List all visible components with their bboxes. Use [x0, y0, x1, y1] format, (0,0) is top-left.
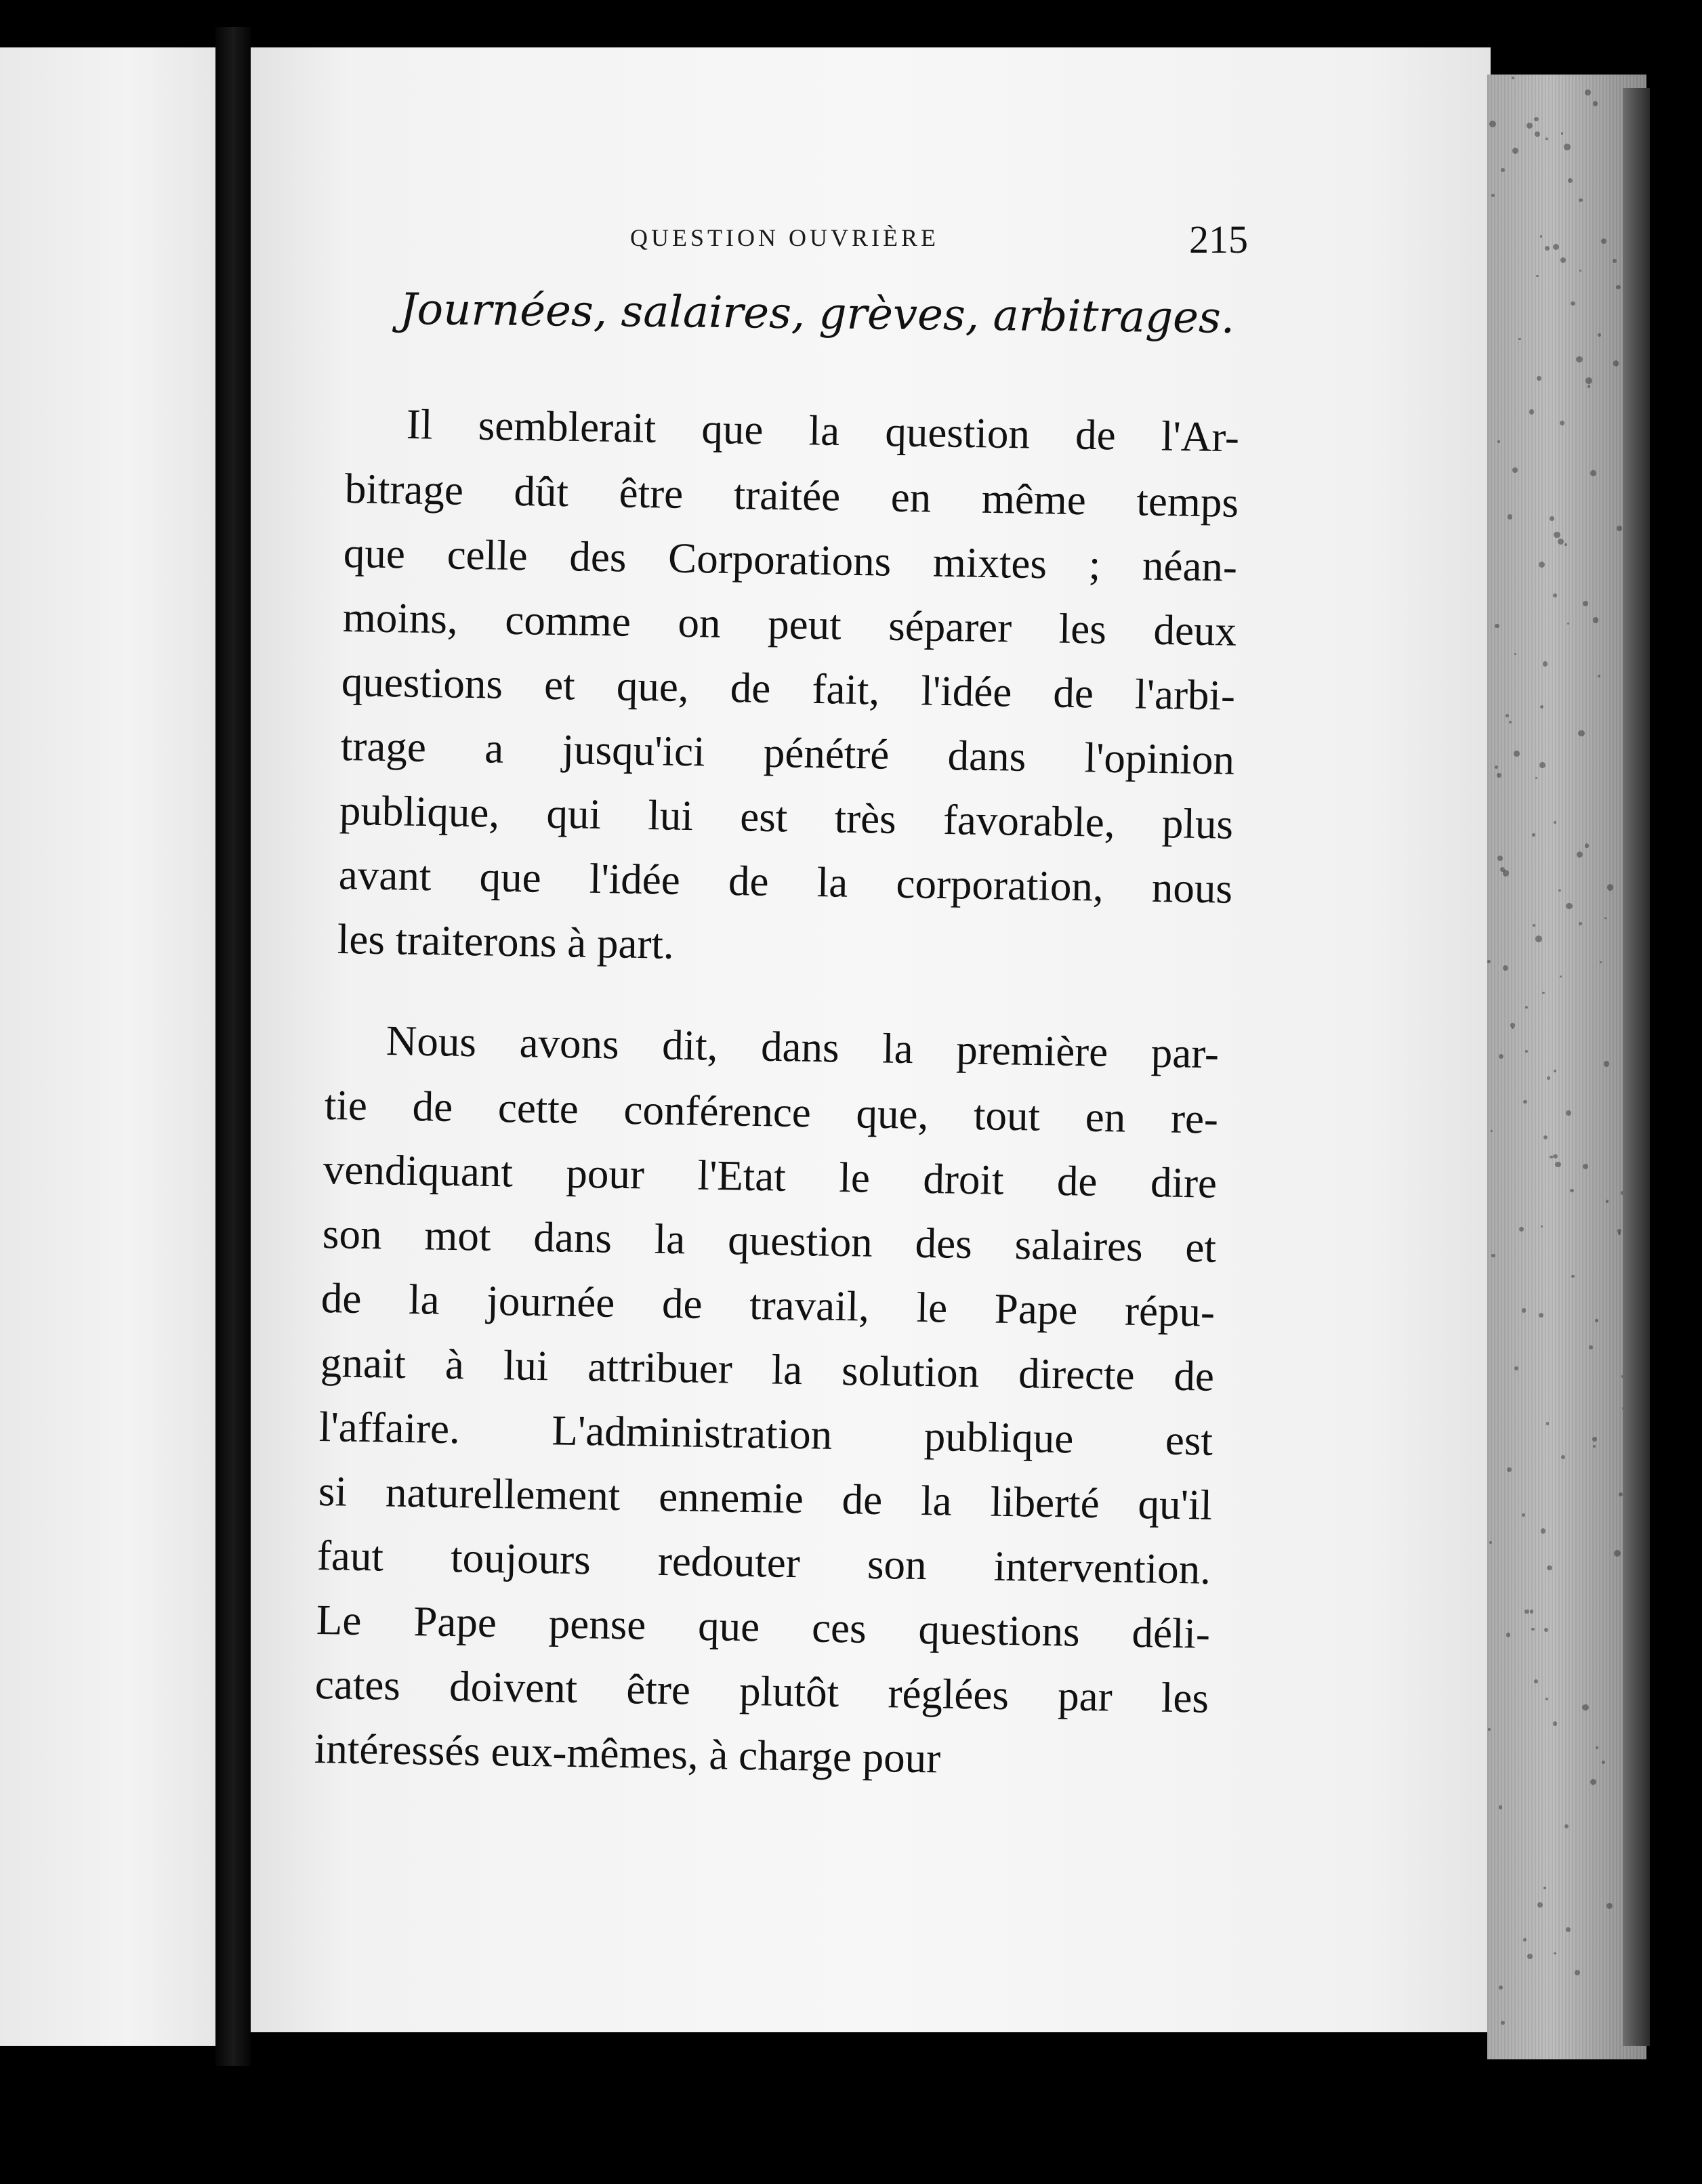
- paper-speck: [1499, 1054, 1504, 1059]
- text-line: les traiterons à part.: [337, 915, 675, 968]
- paper-speck: [1547, 1076, 1550, 1080]
- text-line: l'affaire. L'administration publique est: [318, 1403, 1213, 1465]
- text-line: Le Pape pense que ces questions déli-: [315, 1596, 1211, 1658]
- paper-speck: [1579, 270, 1581, 272]
- paper-speck: [1525, 1050, 1527, 1052]
- text-line: questions et que, de fait, l'idée de l'arbi-: [341, 658, 1236, 719]
- paper-speck: [1501, 168, 1505, 172]
- paper-speck: [1539, 562, 1545, 568]
- paper-speck: [1533, 924, 1535, 927]
- paper-speck: [1545, 1698, 1548, 1700]
- paper-speck: [1543, 661, 1548, 666]
- paper-speck: [1541, 1528, 1546, 1534]
- text-line: tie de cette conférence que, tout en re-: [323, 1081, 1219, 1143]
- paper-speck: [1510, 1023, 1514, 1027]
- paper-speck: [1509, 721, 1512, 723]
- paper-speck: [1534, 117, 1539, 122]
- text-line: Il semblerait que la question de l'Ar-: [406, 400, 1240, 461]
- paper-speck: [1579, 198, 1582, 202]
- paper-speck: [1600, 961, 1602, 963]
- paper-speck: [1553, 244, 1559, 250]
- paper-speck: [1553, 1154, 1557, 1158]
- text-line: cates doivent être plutôt réglées par les: [314, 1660, 1209, 1722]
- paper-speck: [1616, 285, 1620, 289]
- paper-speck: [1489, 1541, 1492, 1544]
- text-line: intéressés eux-mêmes, à charge pour: [313, 1725, 941, 1782]
- text-line: gnait à lui attribuer la solution directe de: [319, 1339, 1215, 1400]
- paper-speck: [1585, 377, 1592, 384]
- paper-speck: [1535, 777, 1537, 779]
- paper-speck: [1547, 1566, 1552, 1570]
- paper-speck: [1531, 1628, 1535, 1631]
- paper-speck: [1561, 132, 1564, 135]
- paper-speck: [1566, 1927, 1571, 1932]
- paper-speck: [1561, 1455, 1565, 1459]
- text-line: bitrage dût être traitée en même temps: [344, 465, 1239, 526]
- paper-speck: [1617, 526, 1622, 531]
- paper-speck: [1537, 1902, 1543, 1908]
- paper-speck: [1501, 2021, 1505, 2025]
- paper-speck: [1530, 1610, 1534, 1614]
- previous-page-text: [0, 47, 215, 2046]
- paper-speck: [1617, 1229, 1621, 1233]
- paper-speck: [1489, 121, 1496, 127]
- text-line: de la journée de travail, le Pape répu-: [320, 1274, 1216, 1336]
- text-line: que celle des Corporations mixtes ; néan-: [343, 529, 1238, 591]
- paper-speck: [1491, 194, 1495, 197]
- paper-speck: [1570, 1189, 1573, 1192]
- paper-speck: [1583, 601, 1588, 606]
- text-line: vendiquant pour l'Etat le droit de dire: [323, 1146, 1218, 1207]
- text-line: Nous avons dit, dans la première par-: [386, 1017, 1220, 1078]
- paper-speck: [1540, 235, 1543, 238]
- section-heading: Journées, salaires, grèves, arbitrages.: [399, 285, 1235, 343]
- paper-speck: [1564, 1824, 1569, 1828]
- paper-speck: [1550, 516, 1554, 520]
- paper-speck: [1525, 1006, 1528, 1009]
- paper-speck: [1491, 1130, 1493, 1133]
- paper-speck: [1507, 1467, 1512, 1472]
- paper-speck: [1564, 543, 1567, 546]
- paper-speck: [1554, 1952, 1556, 1955]
- paper-speck: [1518, 338, 1521, 341]
- paper-speck: [1495, 765, 1498, 769]
- paper-speck: [1527, 1954, 1533, 1959]
- paper-speck: [1503, 870, 1509, 876]
- paper-speck: [1532, 833, 1535, 837]
- paper-speck: [1541, 1225, 1543, 1227]
- paper-speck: [1560, 421, 1564, 425]
- paper-speck: [1604, 1061, 1609, 1066]
- paper-speck: [1553, 1721, 1557, 1725]
- paper-speck: [1519, 1227, 1524, 1232]
- paper-speck: [1508, 514, 1513, 520]
- paper-speck: [1579, 922, 1582, 925]
- paper-speck: [1560, 975, 1562, 978]
- paper-speck: [1529, 409, 1535, 415]
- paper-speck: [1566, 903, 1572, 909]
- paper-speck: [1512, 77, 1514, 79]
- paper-speck: [1535, 131, 1540, 137]
- paper-speck: [1593, 617, 1599, 623]
- paper-speck: [1560, 257, 1566, 263]
- paper-speck: [1522, 1513, 1525, 1517]
- paper-speck: [1514, 1366, 1518, 1370]
- paper-speck: [1539, 1313, 1543, 1318]
- running-head: QUESTION OUVRIÈRE: [630, 224, 939, 251]
- paper-speck: [1539, 762, 1545, 768]
- paper-speck: [1590, 470, 1596, 476]
- paper-speck: [1566, 1110, 1571, 1116]
- paper-speck: [1506, 714, 1509, 717]
- paper-speck: [1536, 275, 1539, 278]
- paper-speck: [1558, 889, 1561, 892]
- text-line: faut toujours redouter son intervention.: [316, 1532, 1211, 1593]
- paper-speck: [1576, 356, 1583, 363]
- paper-speck: [1488, 1728, 1491, 1731]
- paper-speck: [1590, 1779, 1596, 1785]
- paper-speck: [1613, 259, 1617, 263]
- paper-speck: [1542, 992, 1544, 994]
- paper-speck: [1606, 1200, 1608, 1202]
- paper-speck: [1602, 1761, 1605, 1764]
- previous-page-fragment: [0, 47, 215, 2046]
- paper-speck: [1546, 1422, 1550, 1425]
- paper-speck: [1571, 301, 1575, 306]
- paper-speck: [1585, 843, 1590, 848]
- paper-speck: [1487, 960, 1491, 963]
- text-line: moins, comme on peut séparer les deux: [341, 593, 1237, 655]
- text-line: publique, qui lui est très favorable, plus: [339, 786, 1234, 848]
- paper-speck: [1537, 376, 1541, 381]
- paper-speck: [1540, 705, 1543, 709]
- paper-speck: [1555, 1162, 1560, 1167]
- paper-speck: [1535, 936, 1542, 942]
- paper-speck: [1587, 385, 1591, 388]
- paper-speck: [1544, 1628, 1548, 1632]
- paper-speck: [1577, 852, 1583, 858]
- paper-speck: [1524, 1610, 1529, 1614]
- paper-speck: [1589, 1345, 1593, 1349]
- paper-speck: [1601, 238, 1606, 244]
- paper-speck: [1545, 246, 1550, 251]
- paper-speck: [1545, 138, 1549, 141]
- paper-speck: [1564, 144, 1571, 150]
- paper-speck: [1558, 539, 1564, 545]
- paper-speck: [1582, 1704, 1589, 1711]
- page-edge-shadow: [1623, 88, 1650, 2046]
- page-number: 215: [1189, 217, 1248, 261]
- paper-speck: [1523, 1938, 1527, 1941]
- paper-speck: [1534, 1679, 1538, 1683]
- paper-speck: [1593, 1445, 1596, 1448]
- paper-speck: [1495, 624, 1499, 628]
- paper-speck: [1606, 1903, 1613, 1910]
- paper-speck: [1497, 856, 1503, 861]
- paper-speck: [1613, 360, 1619, 366]
- paper-speck: [1497, 440, 1500, 443]
- paper-speck: [1514, 653, 1516, 655]
- paper-speck: [1596, 1746, 1598, 1749]
- paper-speck: [1491, 1254, 1495, 1257]
- text-line: avant que l'idée de la corporation, nous: [337, 851, 1233, 912]
- paper-speck: [1522, 1308, 1526, 1312]
- paper-speck: [1598, 333, 1601, 337]
- paper-speck: [1568, 178, 1573, 183]
- paper-speck: [1598, 675, 1601, 678]
- paper-speck: [1499, 1986, 1503, 1990]
- paper-speck: [1595, 1319, 1598, 1322]
- paper-speck: [1571, 1275, 1575, 1278]
- paper-speck: [1567, 623, 1569, 625]
- book-gutter: [215, 27, 251, 2066]
- paper-speck: [1553, 593, 1557, 597]
- paper-speck: [1592, 1437, 1597, 1442]
- paper-speck: [1527, 123, 1533, 129]
- paper-speck: [1554, 821, 1556, 824]
- paper-speck: [1506, 1633, 1510, 1637]
- paper-speck: [1585, 89, 1591, 96]
- text-line: trage a jusqu'ici pénétré dans l'opinion: [339, 722, 1235, 784]
- text-line: son mot dans la question des salaires et: [321, 1210, 1217, 1272]
- paper-speck: [1543, 1887, 1546, 1889]
- paper-speck: [1499, 1805, 1503, 1809]
- paper-speck: [1554, 532, 1560, 539]
- paper-speck: [1593, 101, 1598, 106]
- paper-speck: [1614, 1550, 1621, 1557]
- paper-speck: [1514, 751, 1520, 757]
- paper-speck: [1523, 1100, 1527, 1104]
- paper-speck: [1604, 917, 1606, 919]
- paper-speck: [1543, 1135, 1548, 1139]
- paper-speck: [1554, 1070, 1557, 1073]
- paper-speck: [1578, 730, 1585, 737]
- paper-speck: [1550, 1156, 1552, 1158]
- paper-speck: [1575, 1970, 1580, 1975]
- paper-speck: [1512, 148, 1518, 154]
- paper-speck: [1503, 965, 1508, 971]
- paper-speck: [1607, 884, 1614, 891]
- paper-speck: [1497, 773, 1501, 777]
- paper-speck: [1583, 1164, 1588, 1169]
- text-line: si naturellement ennemie de la liberté qu'il: [317, 1467, 1213, 1529]
- paper-speck: [1512, 467, 1518, 473]
